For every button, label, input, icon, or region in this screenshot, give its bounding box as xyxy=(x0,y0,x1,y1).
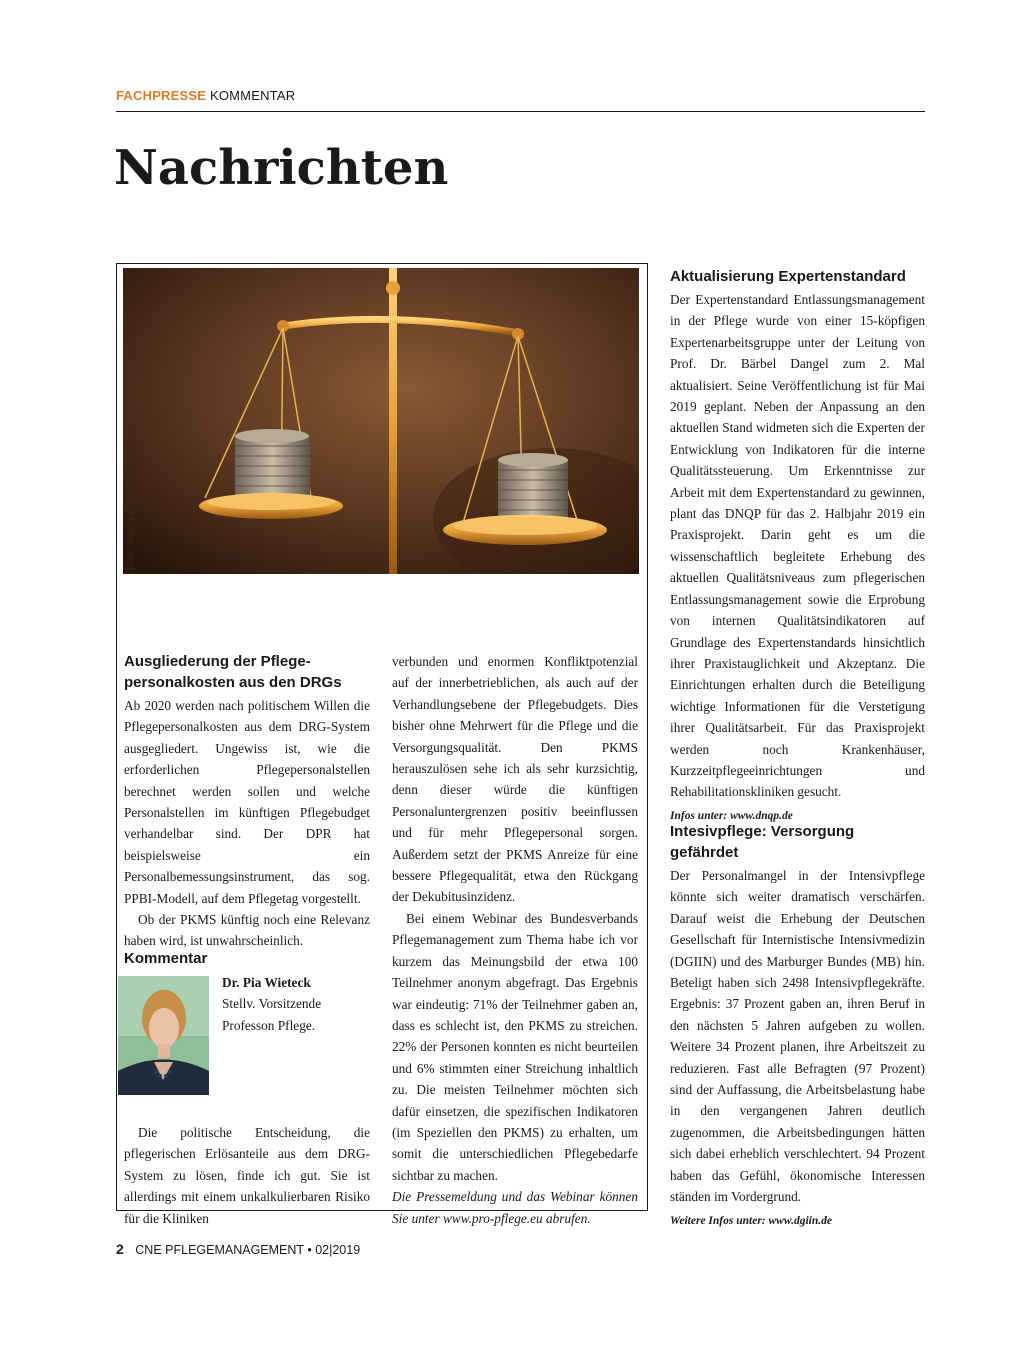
article-intensivpflege xyxy=(670,821,925,1232)
article-expertenstandard xyxy=(670,266,925,827)
article-intensivpflege-source: Weitere Infos unter: www.dgiin.de xyxy=(670,1214,832,1227)
article-intensivpflege-body: Der Personalmangel in der Intensivpflege könnte sich weiter dramatisch verschärfen. Darauf weist die Erhebung der Deutschen Gesellschaft für Internistische Intensivmedizin (DGIIN) und des Marburger Bundes (MB) hin. Beteligt haben sich 2498 Intensivpflegekräfte. Ergebnis: 37 Prozent gaben an, ihren Beruf in den nächsten 5 Jahren aufgeben zu wollen. Weitere 34 Prozent planen, ihre Arbeitszeit zu reduzieren. Fast alle Befragten (97 Prozent) sind der Auffassung, die Arbeitsbelastung habe in den vergangenen Jahren deutlich zugenommen, die Arbeitsbedingungen hätten sich dabei erheblich verschlechtert. 94 Prozent haben das Gefühl, ökonomische Interessen ständen im Vordergrund. xyxy=(670,868,925,1205)
footer-separator: • xyxy=(307,1243,312,1257)
comment-paragraph: verbunden und enormen Konfliktpotenzial auf der innerbetrieblichen, als auch auf der Verhandlungsebene der Pflegebudgets. Dies bisher ohne Mehrwert für die Pflege und die Versorgungsqualität. Den PKMS herauszulösen sehe ich als sehr kurzsichtig, denn dieser würde die künftigen Personaluntergrenzen positiv beeinflussen und für mehr Pflegepersonal sorgen. Außerdem setzt der PKMS Anreize für eine bessere Pflegequalität, etwa den Rückgang der Dekubitusinzidenz. xyxy=(392,654,638,905)
scales-of-justice-icon xyxy=(123,268,639,574)
section-label: FACHPRESSE xyxy=(116,88,207,103)
author-name: Dr. Pia Wieteck xyxy=(222,975,311,990)
comment-paragraph: Die politische Entscheidung, die pflegerischen Erlösanteile aus dem DRG-System zu lösen, finde ich gut. Sie ist allerdings mit einem unkalkulierbaren Risiko für die Kliniken xyxy=(124,1125,370,1226)
article-intensivpflege-title: Intesivpflege: Versorgung gefährdet xyxy=(670,823,855,861)
portrait-photo-icon xyxy=(118,976,209,1095)
article-expertenstandard-title: Aktualisierung Expertenstandard xyxy=(670,268,906,285)
page-footer xyxy=(116,1241,360,1257)
article-expertenstandard-body: Der Expertenstandard Entlassungsmanagement in der Pflege wurde von einer 15-köpfigen Expertenarbeitsgruppe unter der Leitung von Prof. Dr. Bärbel Dangel zum 2. Mal aktualisiert. Seine Veröffentlichung ist für Mai 2019 geplant. Neben der Anpassung an den aktuellen Stand widmeten sich die Experten der Entwicklung von Indikatoren für die interne Qualitätssteuerung. Um Erkenntnisse zur Arbeit mit dem Expertenstandard zu gewinnen, plant das DNQP für das 2. Halbjahr 2019 ein Praxisprojekt. Darin geht es um die wissenschaftlich begleitete Erhebung des aktuellen Qualitätsniveaus zum pflegerischen Entlassungsmanagement sowie die Erprobung von internen Qualitätsindikatoren auf Grundlage des Expertenstandards hinsichtlich ihrer Praxistauglichkeit und Akzeptanz. Die Einrichtungen erhalten durch die Beteiligung wichtige Informationen für die Verstetigung ihrer Qualitätsarbeit. Für das Praxisprojekt werden noch Krankenhäuser, Kurzzeitpflegeeinrichtungen und Rehabilitationskliniken gesucht. xyxy=(670,292,925,800)
page-title: Nachrichten xyxy=(114,140,449,196)
comment-note: Die Pressemeldung und das Webinar können Sie unter www.pro-pflege.eu abrufen. xyxy=(392,1189,638,1226)
author-portrait xyxy=(118,976,209,1095)
article-pkms-title: Ausgliederung der Pflege-personalkosten aus den DRGs xyxy=(124,653,342,691)
comment-paragraph: Bei einem Webinar des Bundesverbands Pflegemanagement zum Thema habe ich vor kurzem das Meinungsbild der etwa 100 Teilnehmer anonym abgefragt. Das Ergebnis war eindeutig: 71% der Teilnehmer gaben an, dass es schlecht ist, den PKMS zu streichen. 22% der Personen konnten es nicht beurteilen und 6% stimmten einer Streichung inhaltlich zu. Die meisten Teilnehmer möchten sich dafür einsetzen, die spezifischen Indikatoren (im Speziellen den PKMS) zu erhalten, um somit die unterschiedlichen Pflegebedarfe sichtbar zu machen. xyxy=(392,910,638,1183)
category-label: KOMMENTAR xyxy=(209,88,296,103)
comment-text-continued xyxy=(392,651,638,1229)
author-role: Stellv. Vorsitzende xyxy=(222,996,322,1012)
running-head xyxy=(116,88,925,112)
publication-name: CNE PFLEGEMANAGEMENT xyxy=(135,1243,304,1257)
scales-photo xyxy=(123,268,639,574)
issue-number: 02|2019 xyxy=(315,1243,361,1257)
article-expertenstandard-source: Infos unter: www.dnqp.de xyxy=(670,809,793,822)
article-pkms xyxy=(124,651,370,952)
author-info xyxy=(222,972,372,1036)
comment-heading: Kommentar xyxy=(124,950,208,967)
comment-text-start xyxy=(124,1122,370,1229)
article-pkms-paragraph: Ab 2020 werden nach politischem Willen die Pflegepersonalkosten aus dem DRG-System ausgegliedert. Ungewiss ist, wie die erforderlichen Pflegepersonalstellen berechnet werden sollen und welche Personalstellen im künftigen Pflegebudget verhandelbar sind. Der DPR hat beispielsweise ein Personalbemessungsinstrument, das sog. PPBI-Modell, auf dem Pflegetag vorgestellt. xyxy=(124,698,370,906)
author-title: Professon Pflege. xyxy=(222,1017,316,1033)
article-pkms-paragraph: Ob der PKMS künftig noch eine Relevanz haben wird, ist unwahrscheinlich. xyxy=(124,912,370,949)
page-number: 2 xyxy=(116,1241,124,1257)
photo-credit: Foto: Andrey Popov_AdobeStock xyxy=(126,436,137,570)
